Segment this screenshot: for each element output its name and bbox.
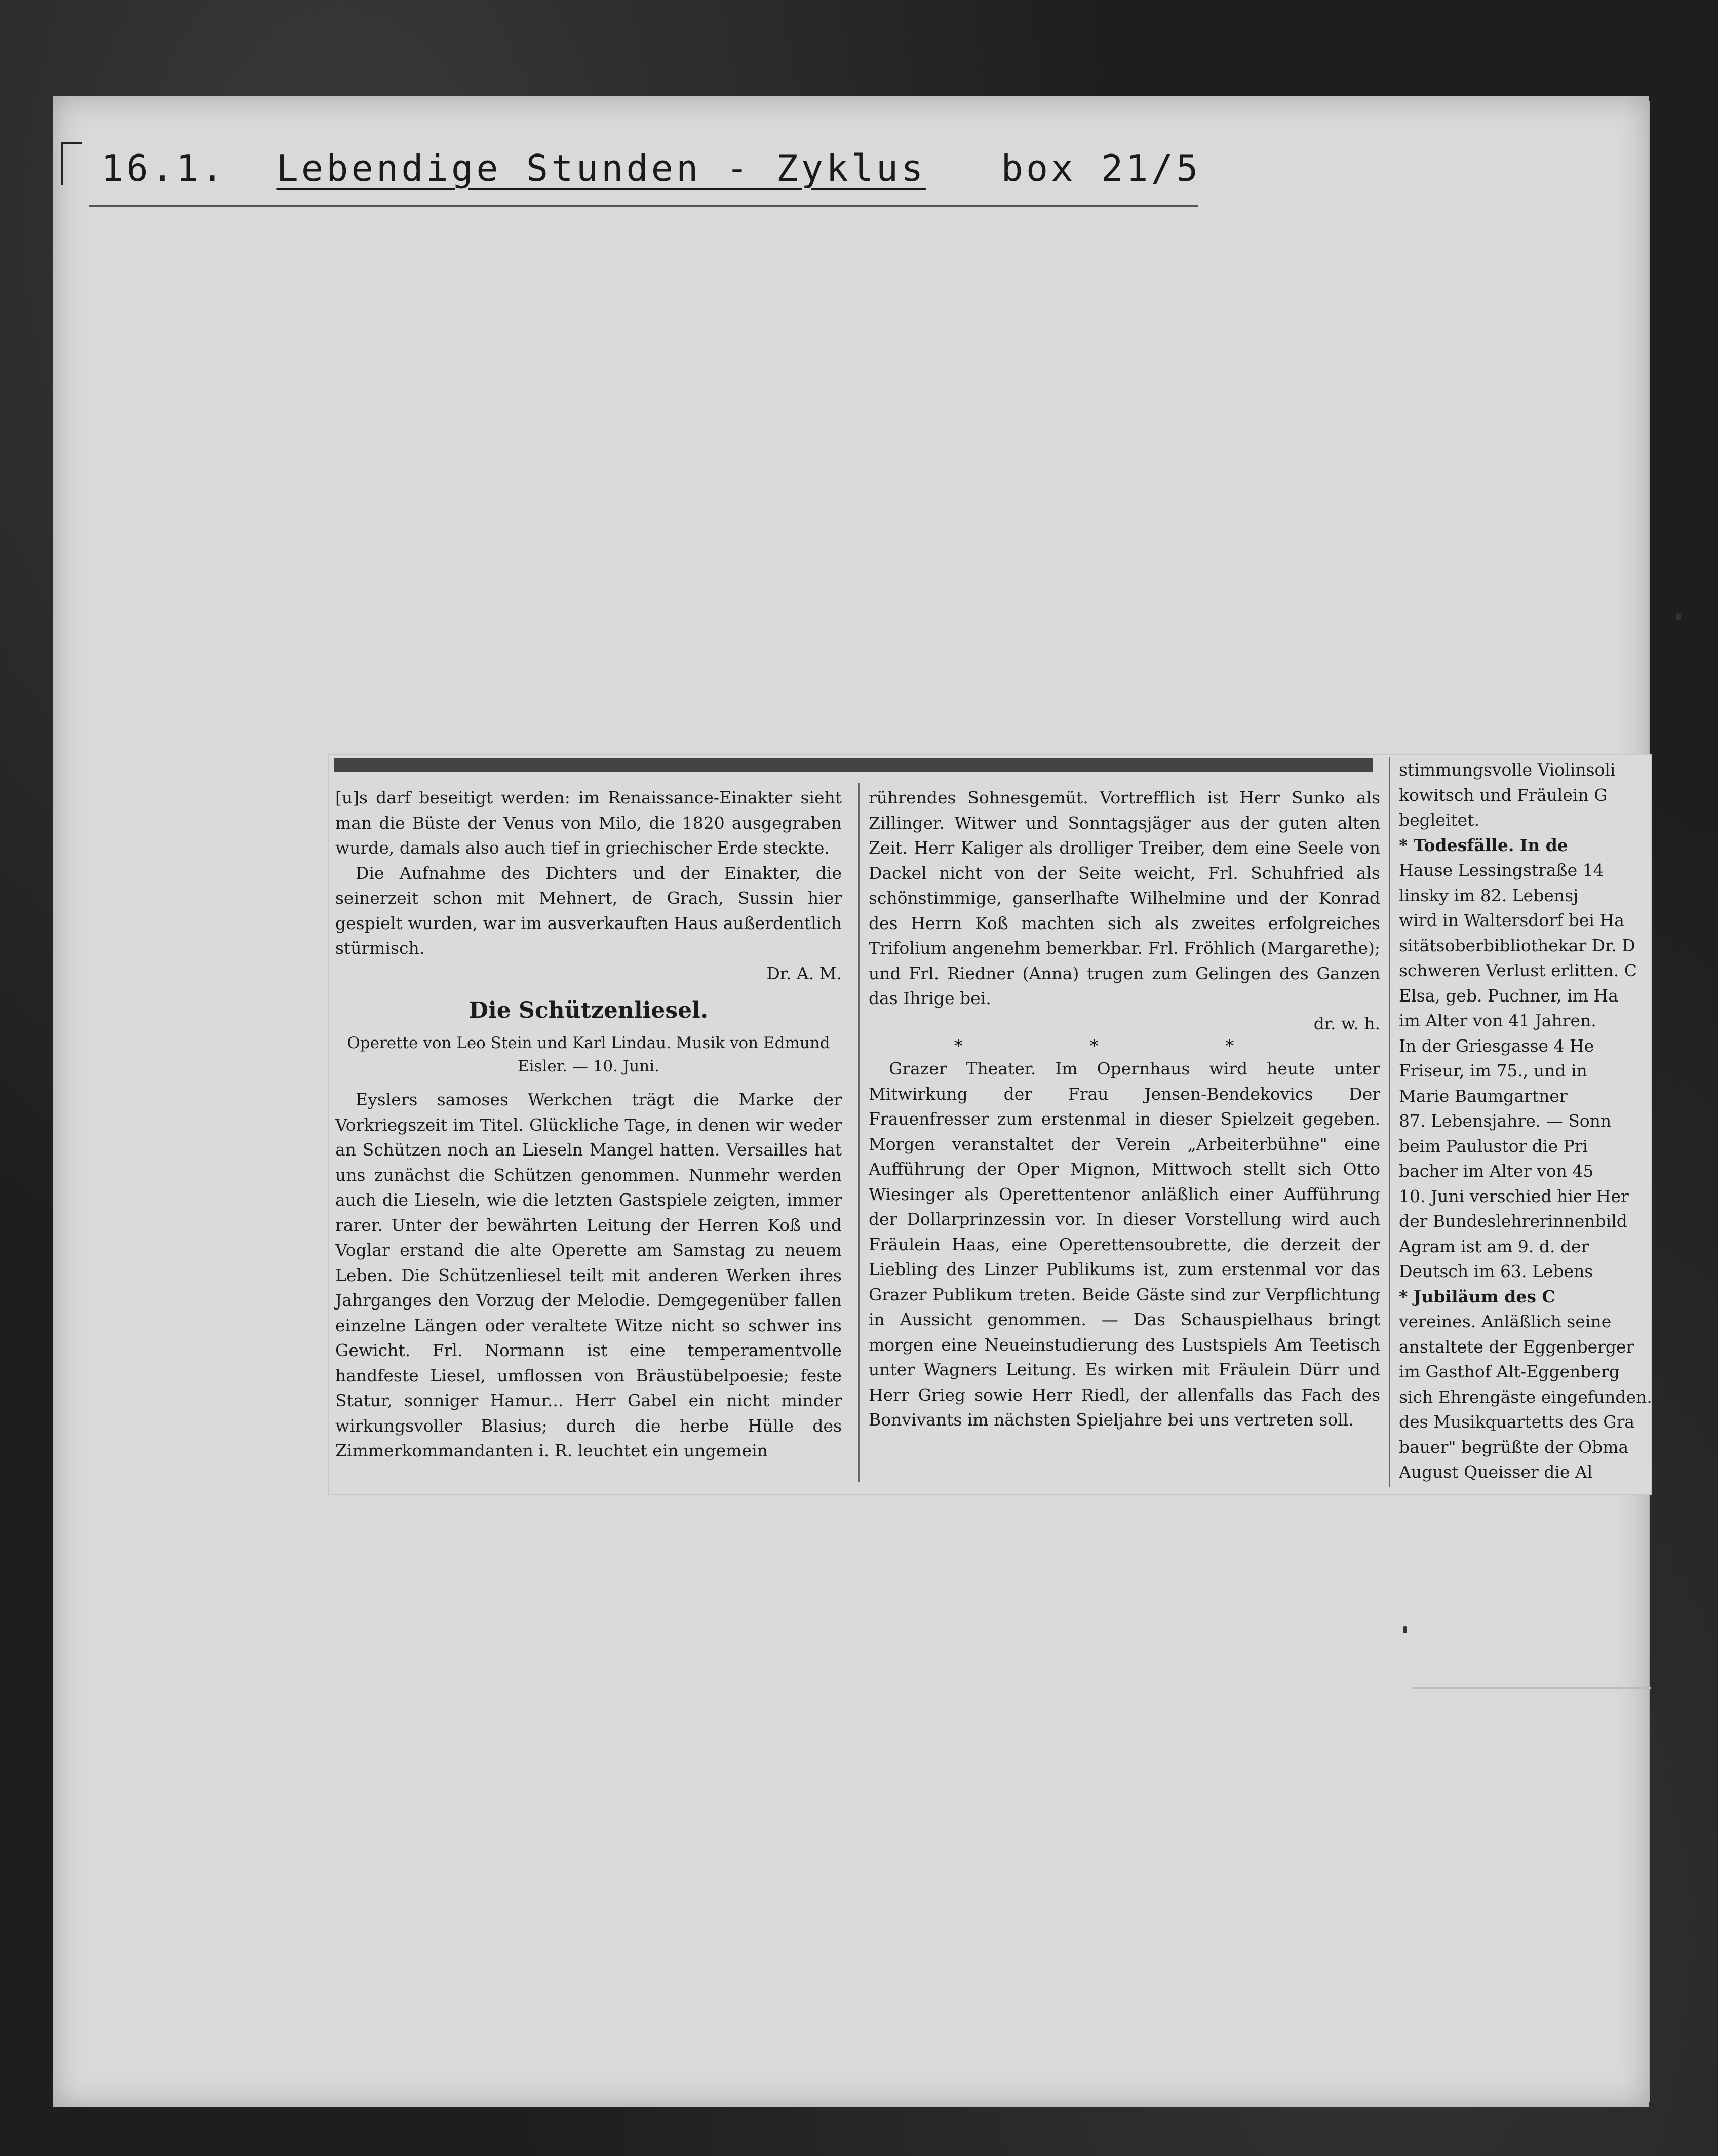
column-3-line: * Todesfälle. In de <box>1399 835 1568 855</box>
column-1 <box>335 785 842 1464</box>
article-paragraph: rührendes Sohnesgemüt. Vortrefflich ist Herr Sunko als Zillinger. Witwer und Sonntagsjäger aus der guten alten Zeit. Herr Kaliger als drolliger Treiber, dem eine Seele von Dackel nicht von der Seite weicht, Frl. Schuhfried als schönstimmige, ganserlhafte Wilhelmine und der Konrad des Herrn Koß machten sich als zweites erfolgreiches Trifolium angenehm bemerkbar. Frl. Fröhlich (Margarethe); und Frl. Riedner (Anna) trugen zum Gelingen des Ganzen das Ihrige bei. <box>869 788 1380 1008</box>
column-3-line: der Bundeslehrerinnenbild <box>1399 1211 1627 1231</box>
header-rule <box>89 205 1198 207</box>
article-paragraph: [u]s darf beseitigt werden: im Renaissance-Einakter sieht man die Büste der Venus von Milo, die 1820 ausgegraben wurde, damals also auch tief in griechischer Erde steckte. <box>335 788 842 858</box>
ink-fleck <box>1676 613 1681 620</box>
column-3-line: August Queisser die Al <box>1399 1462 1593 1482</box>
column-3-line: im Alter von 41 Jahren. <box>1399 1011 1596 1030</box>
column-3-line: sich Ehrengäste eingefunden. <box>1399 1387 1652 1407</box>
header-box: box 21/5 <box>1001 147 1201 189</box>
column-3-line: linsky im 82. Lebensj <box>1399 885 1579 905</box>
column-3-line: Marie Baumgartner <box>1399 1086 1568 1106</box>
column-3-line: anstaltete der Eggenberger <box>1399 1336 1634 1357</box>
article-signature: Dr. A. M. <box>766 963 842 983</box>
column-3-line: vereines. Anläßlich seine <box>1399 1312 1612 1331</box>
column-3-line: beim Paulustor die Pri <box>1399 1136 1588 1156</box>
column-divider <box>1389 757 1390 1487</box>
column-3-line: Elsa, geb. Puchner, im Ha <box>1399 985 1618 1006</box>
column-divider <box>858 783 860 1482</box>
column-3-line: 10. Juni verschied hier Her <box>1399 1186 1629 1206</box>
column-3-lines <box>1399 757 1652 1485</box>
article-paragraph: Grazer Theater. Im Opernhaus wird heute unter Mitwirkung der Frau Jensen-Bendekovics Der Frauenfresser zum erstenmal in dieser Spielzeit gegeben. Morgen veranstaltet der Verein „Arbeiterbühne" eine Aufführung der Oper Mignon, Mittwoch stellt sich Otto Wiesinger als Operettentenor anläßlich einer Aufführung der Dollarprinzessin vor. In dieser Vorstellung wird auch Fräulein Haas, eine Operettensoubrette, die derzeit der Liebling des Linzer Publikums ist, zum erstenmal vor das Grazer Publikum treten. Beide Gäste sind zur Verpflichtung in Aussicht genommen. — Das Schauspielhaus bringt morgen eine Neueinstudierung des Lustspiels Am Teetisch unter Wagners Leitung. Es wirken mit Fräulein Dürr und Herr Grieg sowie Herr Riedl, der allenfalls das Fach des Bonvivants im nächsten Spieljahre bei uns vertreten soll. <box>869 1059 1380 1430</box>
clipping-fold-edge <box>1413 1687 1651 1689</box>
column-3-line: kowitsch und Fräulein G <box>1399 785 1608 805</box>
ink-fleck <box>1403 1626 1407 1633</box>
article-subtitle: Operette von Leo Stein und Karl Lindau. Musik von Edmund Eisler. — 10. Juni. <box>347 1034 830 1075</box>
article-signature: dr. w. h. <box>1313 1013 1380 1033</box>
column-3-line: des Musikquartetts des Gra <box>1399 1412 1635 1432</box>
header-number: 16.1. <box>101 147 226 189</box>
archive-header <box>101 143 1216 194</box>
article-paragraph: Die Aufnahme des Dichters und der Einakter, die seinerzeit schon mit Mehnert, de Grach, Sussin hier gespielt wurden, war im ausverkauften Haus außerdentlich stürmisch. <box>335 863 842 958</box>
corner-mark <box>61 142 82 185</box>
column-3-line: * Jubiläum des C <box>1399 1286 1555 1306</box>
column-3-line: Friseur, im 75., und in <box>1399 1061 1587 1081</box>
column-3-line: 87. Lebensjahre. — Sonn <box>1399 1111 1612 1131</box>
column-3-line: im Gasthof Alt-Eggenberg <box>1399 1362 1620 1381</box>
column-3-line: In der Griesgasse 4 He <box>1399 1035 1594 1056</box>
column-3-line: Hause Lessingstraße 14 <box>1399 860 1604 880</box>
column-3-line: Agram ist am 9. d. der <box>1399 1236 1589 1256</box>
column-3-line: Deutsch im 63. Lebens <box>1399 1261 1593 1281</box>
column-2 <box>869 785 1380 1433</box>
column-3-line: sitätsoberbibliothekar Dr. D <box>1399 935 1635 955</box>
column-3-line: bauer" begrüßte der Obma <box>1399 1437 1629 1457</box>
column-3-line: stimmungsvolle Violinsoli <box>1399 760 1616 780</box>
header-title: Lebendige Stunden - Zyklus <box>276 147 926 189</box>
article-paragraph: Eyslers samoses Werkchen trägt die Marke der Vorkriegszeit im Titel. Glückliche Tage, in denen wir weder an Schützen noch an Lieseln Mangel hatten. Versailles hat uns zunächst die Schützen genommen. Nunmehr werden auch die Lieseln, wie die letzten Gastspiele zeigten, immer rarer. Unter der bewährten Leitung der Herren Koß und Voglar erstand die alte Operette am Samstag zu neuem Leben. Die Schützenliesel teilt mit anderen Werken ihres Jahrganges den Vorzug der Melodie. Demgegenüber fallen einzelne Längen oder veraltete Witze nicht so schwer ins Gewicht. Frl. Normann ist eine temperamentvolle handfeste Liesel, umflossen von Bräustübelpoesie; feste Statur, sonniger Hamur... Herr Gabel ein nicht minder wirkungsvoller Blasius; durch die herbe Hülle des Zimmerkommandanten i. R. leuchtet ein ungemein <box>335 1090 842 1460</box>
column-3-line: wird in Waltersdorf bei Ha <box>1399 910 1624 930</box>
column-3-cropped <box>1399 757 1652 1487</box>
clipping-top-bar <box>334 758 1373 772</box>
column-3-line: bacher im Alter von 45 <box>1399 1161 1594 1181</box>
column-3-line: begleitet. <box>1399 810 1479 830</box>
section-separator: * * * <box>954 1036 1295 1056</box>
column-3-line: schweren Verlust erlitten. C <box>1399 960 1637 980</box>
article-heading: Die Schützenliesel. <box>468 997 709 1023</box>
